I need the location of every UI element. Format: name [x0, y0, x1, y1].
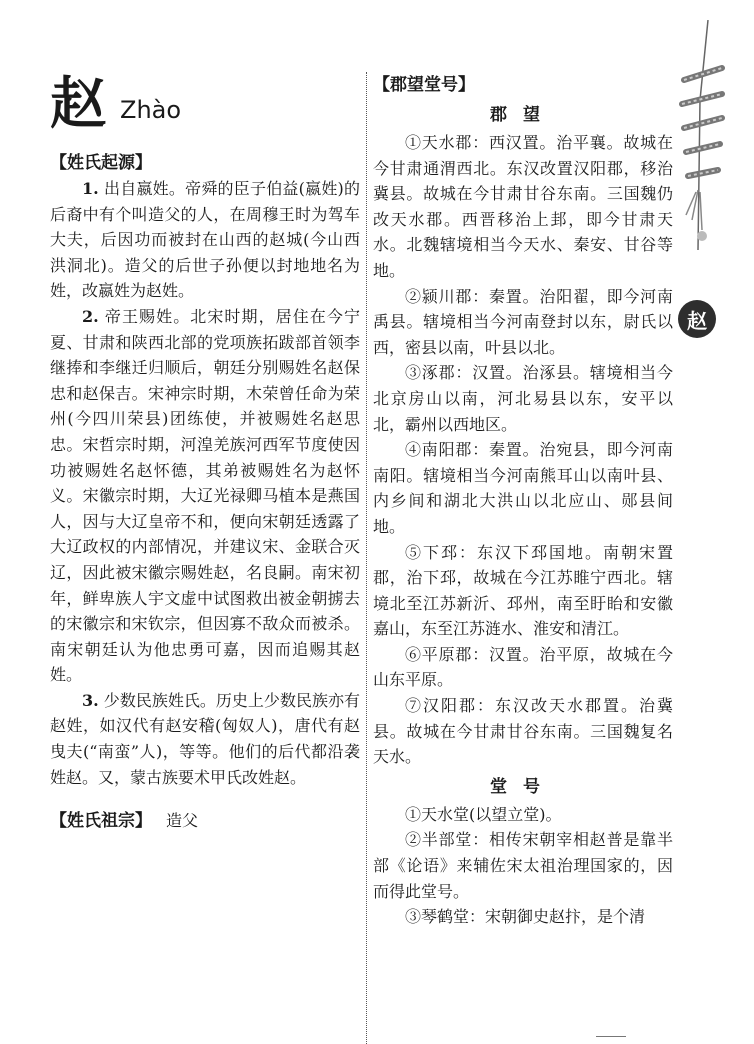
- left-column: [50, 70, 360, 834]
- ancestor-section: [50, 808, 360, 834]
- junwang-subheading: 郡望: [490, 105, 556, 125]
- junwang-item: ⑥平原郡：汉置。治平原，故城在今山东平原。: [373, 644, 673, 690]
- tanghao-item: ②半部堂：相传宋朝宰相赵普是靠半部《论语》来辅佐宋太祖治理国家的，因而得此堂号。: [373, 830, 673, 901]
- surname-heading: [50, 70, 360, 137]
- footer-rule: [596, 1036, 626, 1037]
- junwang-item: ⑦汉阳郡：东汉改天水郡置。治冀县。故城在今甘肃甘谷东南。三国魏复名天水。: [373, 696, 673, 767]
- paragraph-number: 1.: [82, 179, 99, 198]
- paragraph-number: 3.: [82, 690, 99, 710]
- ancestor-name: 造父: [166, 811, 199, 831]
- surname-side-tab: 赵: [678, 300, 716, 338]
- paragraph-text: 少数民族姓氏。历史上少数民族亦有赵姓，如汉代有赵安稽(匈奴人)，唐代有赵曳夫(“南蛮”人)，等等。他们的后代都沿袭姓赵。又，蒙古族要术甲氏改姓赵。: [50, 690, 360, 787]
- tanghao-subheading: 堂号: [490, 776, 556, 797]
- origin-paragraph: [50, 688, 360, 790]
- origin-section-title: 【姓氏起源】: [50, 153, 152, 173]
- junwang-section-title: 【郡望堂号】: [373, 75, 475, 95]
- junwang-item: ⑤下邳：东汉下邳国地。南朝宋置郡，治下邳，故城在今江苏睢宁西北。辖境北至江苏新沂、邳州，南至盱眙和安徽嘉山，东至江苏涟水、淮安和清江。: [373, 542, 673, 639]
- surname-character: 赵: [50, 71, 106, 137]
- right-column: [373, 70, 673, 930]
- ancestor-section-title: 【姓氏祖宗】: [50, 811, 152, 832]
- surname-pinyin: Zhào: [120, 96, 182, 124]
- paragraph-text: 出自嬴姓。帝舜的臣子伯益(嬴姓)的后裔中有个叫造父的人，在周穆王时为驾车大夫，后因功而被封在山西的赵城(今山西洪洞北)。造父的后世子孙便以封地地名为姓，改嬴姓为赵姓。: [50, 179, 360, 301]
- paragraph-number: 2.: [82, 306, 99, 326]
- junwang-item: ②颍川郡：秦置。治阳翟，即今河南禹县。辖境相当今河南登封以东，尉氏以西，密县以南，叶县以北。: [373, 286, 673, 357]
- column-divider: [366, 72, 367, 1044]
- paragraph-text: 帝王赐姓。北宋时期，居住在今宁夏、甘肃和陕西北部的党项族拓跋部首领李继捧和李继迁归顺后，朝廷分别赐姓名赵保忠和赵保吉。宋神宗时期，木荣曾任命为荣州(今四川荣县)团练使，并被赐姓名赵思忠。宋哲宗时期，河湟羌族河西军节度使因功被赐姓名赵怀德，其弟被赐姓名为赵怀义。宋徽宗时期，大辽光禄卿马植本是燕国人，因与大辽皇帝不和，便向宋朝廷透露了大辽政权的内部情况，并建议宋、金联合灭辽，因此被宋徽宗赐姓赵，名良嗣。南宋初年，鲜卑族人宇文虚中试图救出被金朝掳去的宋徽宗和宋钦宗，但因寡不敌众而被杀。南宋朝廷认为他忠勇可嘉，因而追赐其赵姓。: [50, 306, 360, 685]
- junwang-item: ③涿郡：汉置。治涿县。辖境相当今北京房山以南，河北易县以东，安平以北，霸州以西地区。: [373, 363, 673, 434]
- tanghao-item: ①天水堂(以望立堂)。: [405, 804, 562, 824]
- junwang-item: ①天水郡：西汉置。治平襄。故城在今甘肃通渭西北。东汉改置汉阳郡，移治冀县。故城在今甘肃甘谷东南。三国魏仍改天水郡。西晋移治上邽，即今甘肃天水。北魏辖境相当今天水、秦安、甘谷等地。: [373, 133, 673, 280]
- firecracker-ornament-icon: [678, 20, 728, 250]
- origin-paragraph: [50, 176, 360, 304]
- junwang-item: ④南阳郡：秦置。治宛县，即今河南南阳。辖境相当今河南熊耳山以南叶县、内乡间和湖北大洪山以北应山、郧县间地。: [373, 440, 673, 536]
- tanghao-item: ③琴鹤堂：宋朝御史赵抃，是个清: [405, 907, 646, 927]
- origin-paragraph: [50, 304, 360, 688]
